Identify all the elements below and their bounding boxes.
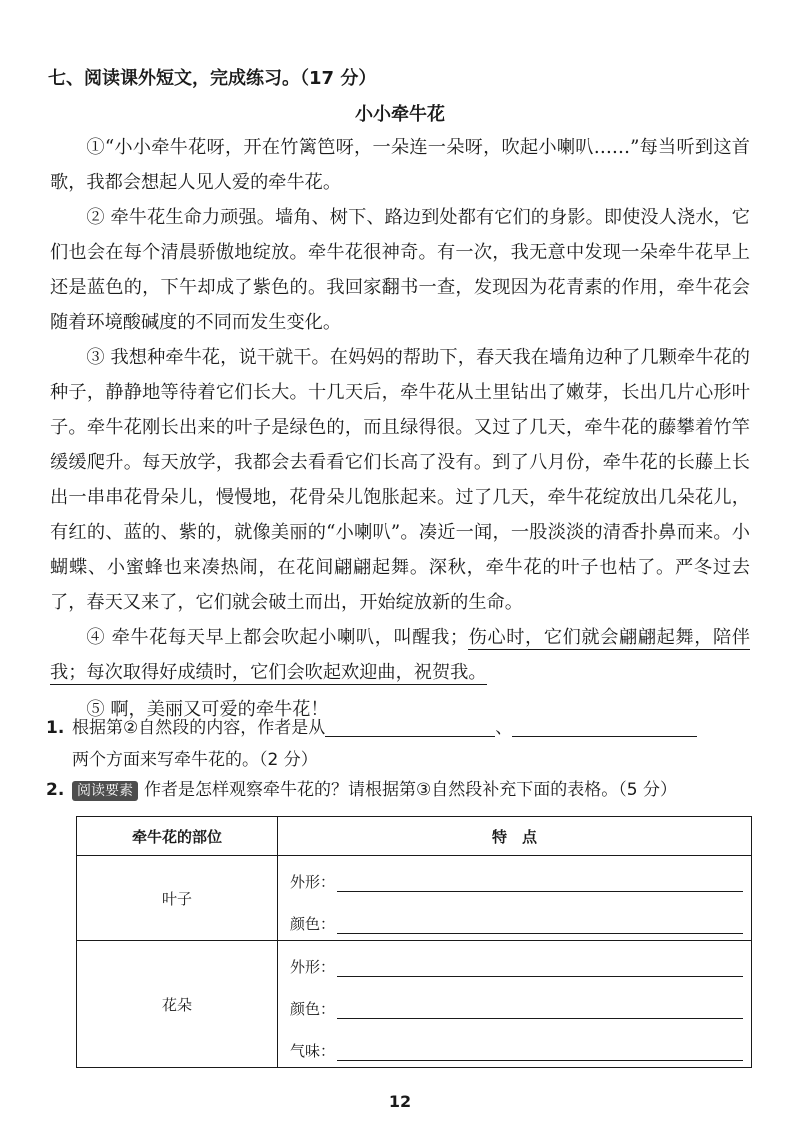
leaf-color-line	[278, 898, 751, 940]
leaf-shape-label: 外形：	[290, 873, 336, 891]
question-1-prompt: 根据第②自然段的内容，作者是从	[72, 718, 326, 738]
flower-color-blank[interactable]	[337, 1002, 743, 1019]
paragraph-4	[50, 620, 750, 690]
header-feature: 特 点	[278, 817, 752, 856]
answer-blank-1[interactable]	[325, 716, 495, 737]
table-row-leaf	[77, 856, 752, 941]
row-leaf-features	[278, 856, 752, 941]
paragraph-2: ② 牵牛花生命力顽强。墙角、树下、路边到处都有它们的身影。即使没人浇水，它们也会在每个清晨骄傲地绽放。牵牛花很神奇。有一次，我无意中发现一朵牵牛花早上还是蓝色的，下午却成了紫色的。我回家翻书一查，发现因为花青素的作用，牵牛花会随着环境酸碱度的不同而发生变化。	[50, 207, 750, 333]
flower-smell-blank[interactable]	[337, 1044, 743, 1061]
question-1	[46, 712, 756, 776]
row-leaf-label: 叶子	[77, 856, 278, 941]
flower-shape-blank[interactable]	[337, 960, 743, 977]
observation-table	[76, 816, 752, 1068]
leaf-color-label: 颜色：	[290, 915, 336, 933]
reading-element-badge: 阅读要素	[72, 781, 138, 801]
section-heading: 七、阅读课外短文，完成练习。（17 分）	[48, 68, 377, 89]
leaf-shape-line	[278, 856, 751, 898]
paragraph-1: ①“小小牵牛花呀，开在竹篱笆呀，一朵连一朵呀，吹起小喇叭……”每当听到这首歌，我都会想起人见人爱的牵牛花。	[50, 137, 750, 193]
underlined-sentence: 伤心时，它们就会翩翩起舞，陪伴我；每次取得好成绩时，它们会吹起欢迎曲，祝贺我。	[50, 627, 750, 683]
row-flower-features	[278, 941, 752, 1068]
answer-blank-2[interactable]	[512, 716, 697, 737]
blank-separator: 、	[495, 718, 513, 738]
flower-color-label: 颜色：	[290, 1000, 336, 1018]
question-1-line-1	[46, 712, 756, 744]
question-1-prompt-end: 两个方面来写牵牛花的。（2 分）	[72, 750, 318, 770]
leaf-color-blank[interactable]	[337, 917, 743, 934]
table-row-flower	[77, 941, 752, 1068]
question-2-prompt: 作者是怎样观察牵牛花的？请根据第③自然段补充下面的表格。（5 分）	[144, 780, 677, 800]
paragraph-5: ⑤ 啊，美丽又可爱的牵牛花！	[86, 699, 329, 720]
row-flower-label: 花朵	[77, 941, 278, 1068]
question-2	[46, 774, 756, 806]
flower-smell-line	[278, 1025, 751, 1067]
table-header-row	[77, 817, 752, 856]
flower-smell-label: 气味：	[290, 1042, 336, 1060]
question-1-number: 1.	[46, 718, 65, 738]
page-number: 12	[388, 1092, 412, 1111]
reading-passage	[50, 130, 750, 727]
flower-shape-label: 外形：	[290, 958, 336, 976]
paragraph-3: ③ 我想种牵牛花，说干就干。在妈妈的帮助下，春天我在墙角边种了几颗牵牛花的种子，静静地等待着它们长大。十几天后，牵牛花从土里钻出了嫩芽，长出几片心形叶子。牵牛花刚长出来的叶子是绿色的，而且绿得很。又过了几天，牵牛花的藤攀着竹竿缓缓爬升。每天放学，我都会去看看它们长高了没有。到了八月份，牵牛花的长藤上长出一串串花骨朵儿，慢慢地，花骨朵儿饱胀起来。过了几天，牵牛花绽放出几朵花儿，有红的、蓝的、紫的，就像美丽的“小喇叭”。凑近一闻，一股淡淡的清香扑鼻而来。小蝴蝶、小蜜蜂也来凑热闹，在花间翩翩起舞。深秋，牵牛花的叶子也枯了。严冬过去了，春天又来了，它们就会破土而出，开始绽放新的生命。	[50, 347, 750, 613]
flower-shape-line	[278, 941, 751, 983]
paragraph-4-start: ④ 牵牛花每天早上都会吹起小喇叭，叫醒我；	[86, 627, 469, 648]
header-part: 牵牛花的部位	[77, 817, 278, 856]
leaf-shape-blank[interactable]	[337, 875, 743, 892]
question-2-number: 2.	[46, 780, 65, 800]
flower-color-line	[278, 983, 751, 1025]
passage-title: 小小牵牛花	[355, 104, 445, 125]
